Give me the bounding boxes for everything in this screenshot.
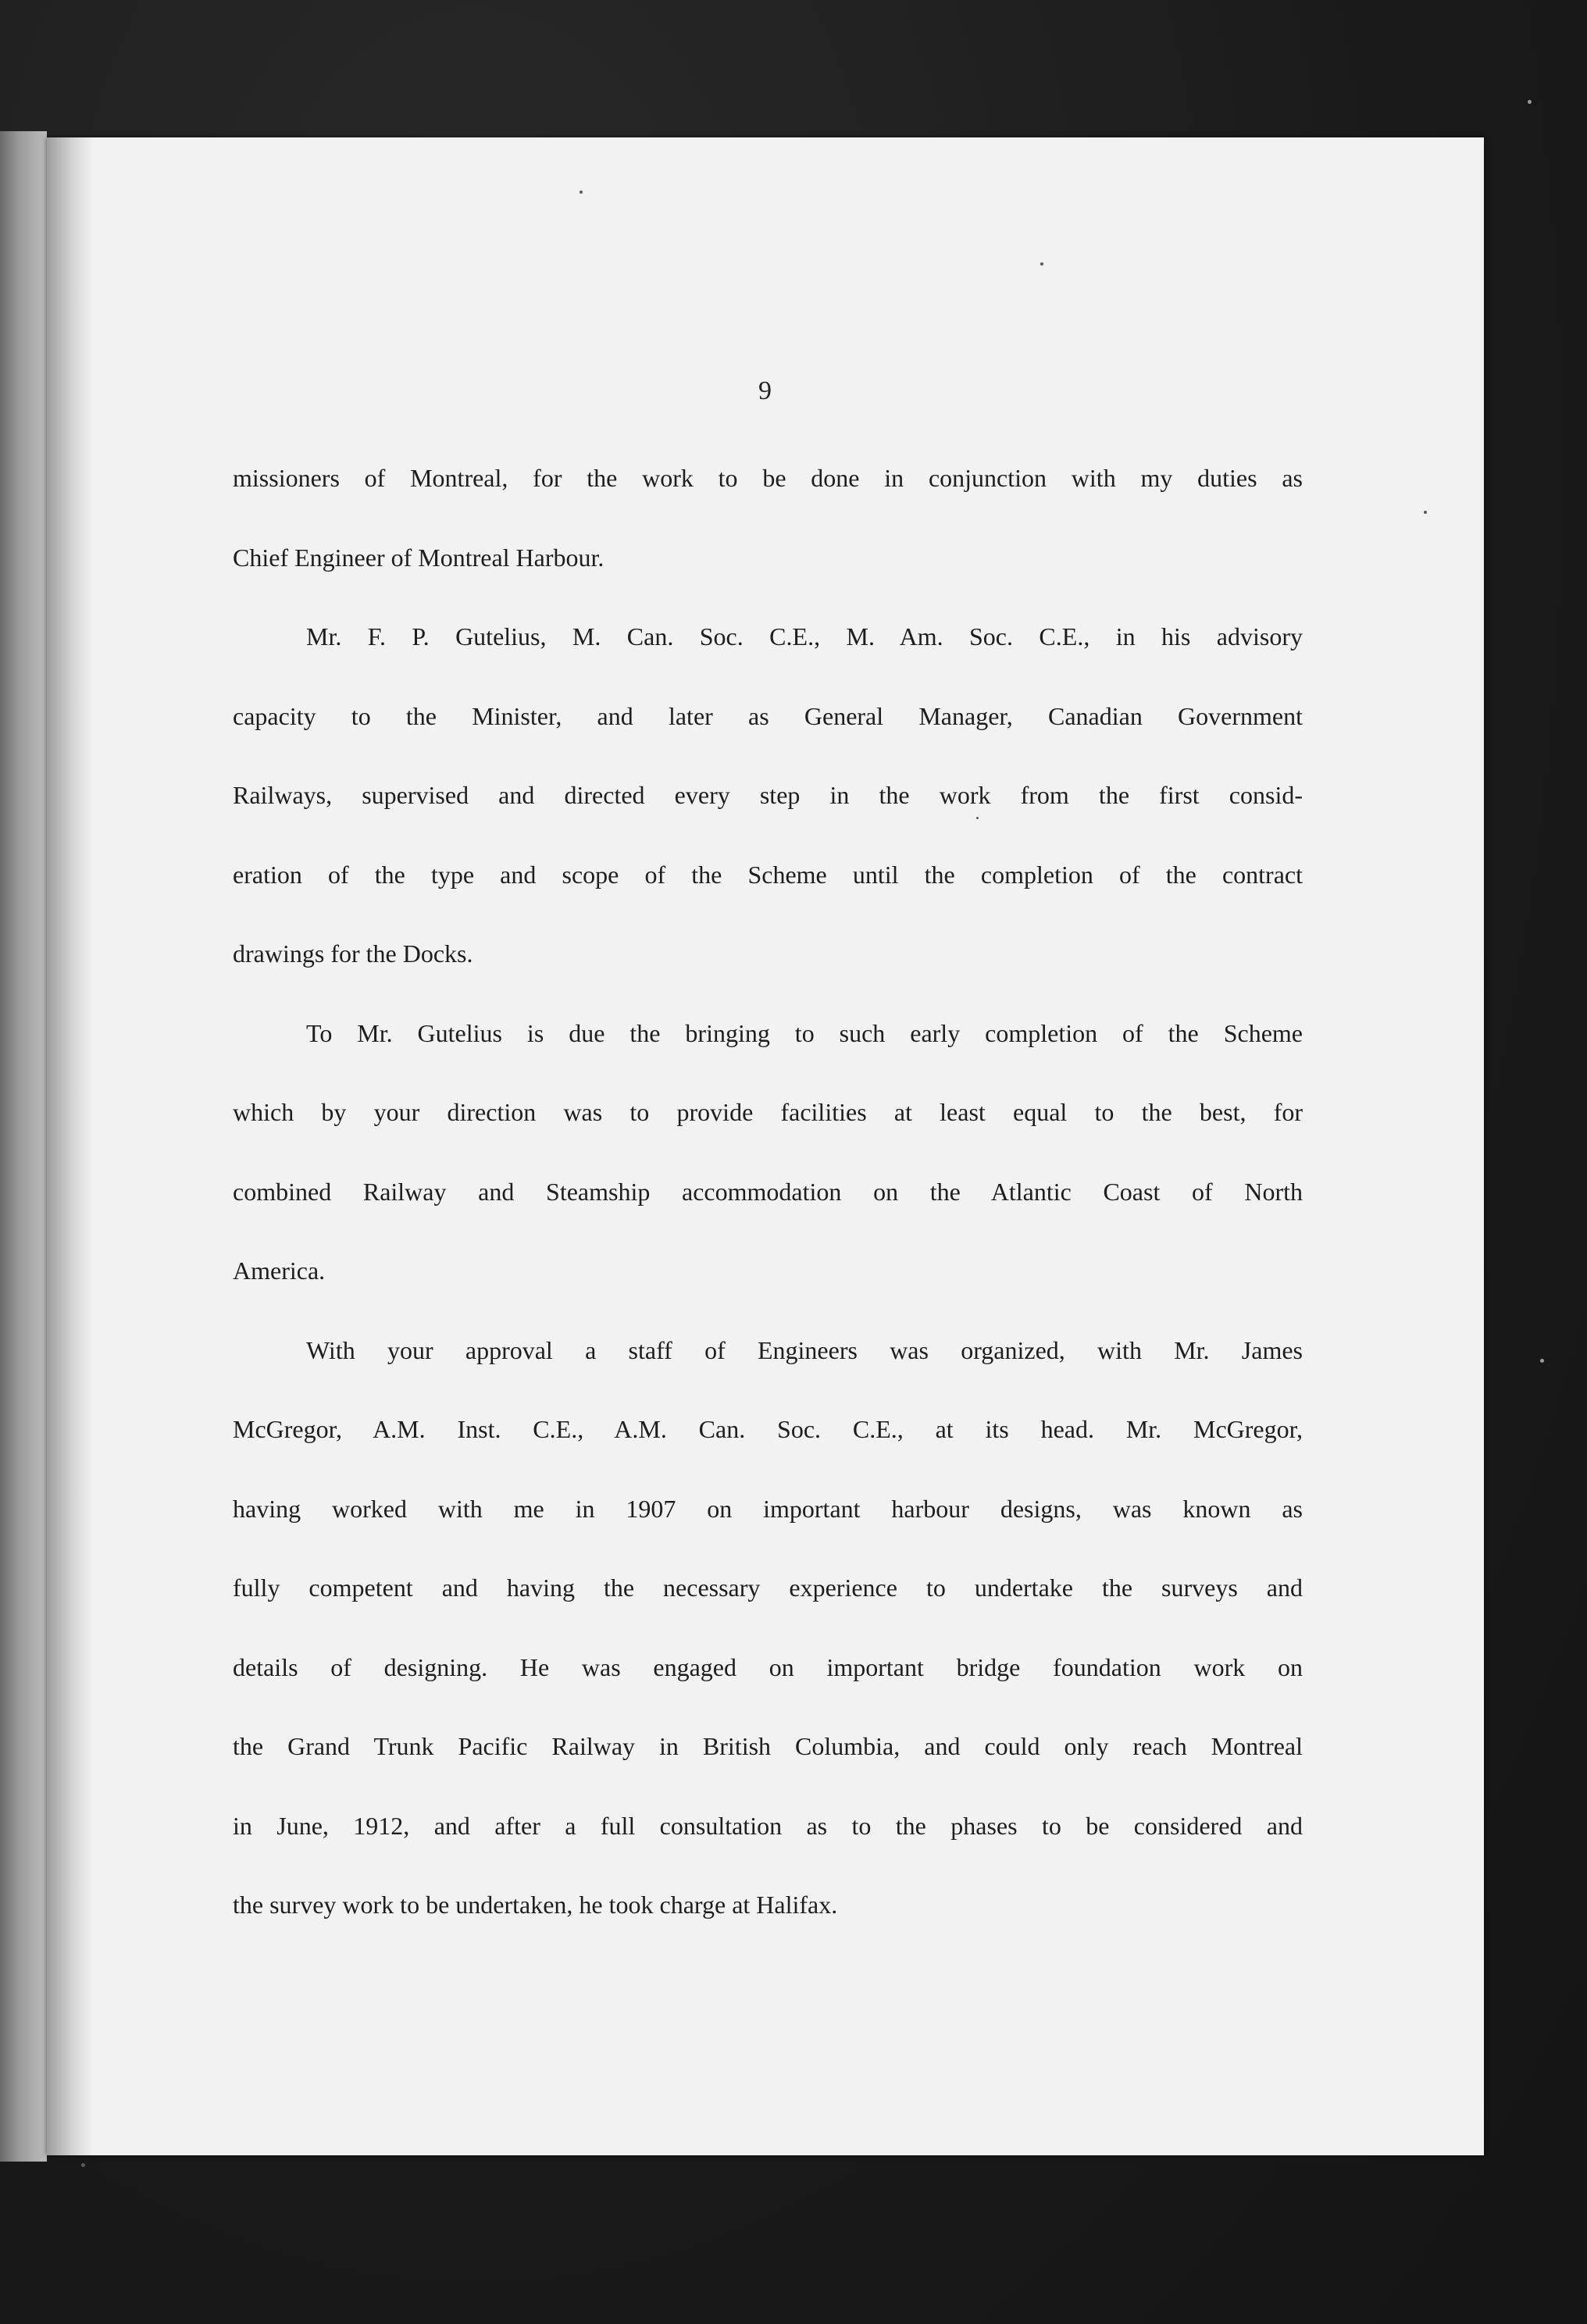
text-line: which by your direction was to provide facilities at least equal to the best, for	[233, 1098, 1303, 1126]
body-text	[233, 454, 1303, 1961]
page-gutter-shadow	[47, 137, 94, 2155]
text-line: Chief Engineer of Montreal Harbour.	[233, 543, 604, 572]
text-line: missioners of Montreal, for the work to be done in conjunction with my duties as	[233, 464, 1303, 492]
text-line: combined Railway and Steamship accommodation on the Atlantic Coast of North	[233, 1177, 1303, 1206]
text-line: America.	[233, 1256, 326, 1285]
text-line: Mr. F. P. Gutelius, M. Can. Soc. C.E., M. Am. Soc. C.E., in his advisory	[306, 622, 1303, 651]
text-line: in June, 1912, and after a full consultation as to the phases to be considered and	[233, 1811, 1303, 1840]
text-line: Railways, supervised and directed every step in the work from the first consid-	[233, 781, 1303, 809]
text-line: the Grand Trunk Pacific Railway in British Columbia, and could only reach Montreal	[233, 1732, 1303, 1760]
scan-speck	[1540, 1359, 1544, 1363]
text-line: To Mr. Gutelius is due the bringing to such early completion of the Scheme	[306, 1018, 1303, 1047]
scan-speck	[976, 817, 979, 819]
text-line: drawings for the Docks.	[233, 939, 473, 968]
scan-speck	[580, 191, 583, 194]
page-sheet	[47, 137, 1484, 2155]
scan-speck	[1424, 511, 1427, 514]
text-line: With your approval a staff of Engineers was organized, with Mr. James	[306, 1335, 1303, 1364]
scan-speck	[1040, 262, 1043, 266]
text-line: capacity to the Minister, and later as General Manager, Canadian Government	[233, 701, 1303, 730]
left-page-edge	[0, 131, 47, 2162]
text-line: having worked with me in 1907 on important harbour designs, was known as	[233, 1494, 1303, 1523]
text-line: eration of the type and scope of the Scheme until the completion of the contract	[233, 860, 1303, 889]
scan-speck	[81, 2163, 85, 2167]
text-line: the survey work to be undertaken, he took charge at Halifax.	[233, 1891, 838, 1919]
text-line: McGregor, A.M. Inst. C.E., A.M. Can. Soc. C.E., at its head. Mr. McGregor,	[233, 1415, 1303, 1443]
scan-speck	[1528, 100, 1532, 104]
page-number: 9	[758, 376, 772, 405]
text-line: fully competent and having the necessary experience to undertake the surveys and	[233, 1574, 1303, 1602]
text-line: details of designing. He was engaged on important bridge foundation work on	[233, 1652, 1303, 1681]
